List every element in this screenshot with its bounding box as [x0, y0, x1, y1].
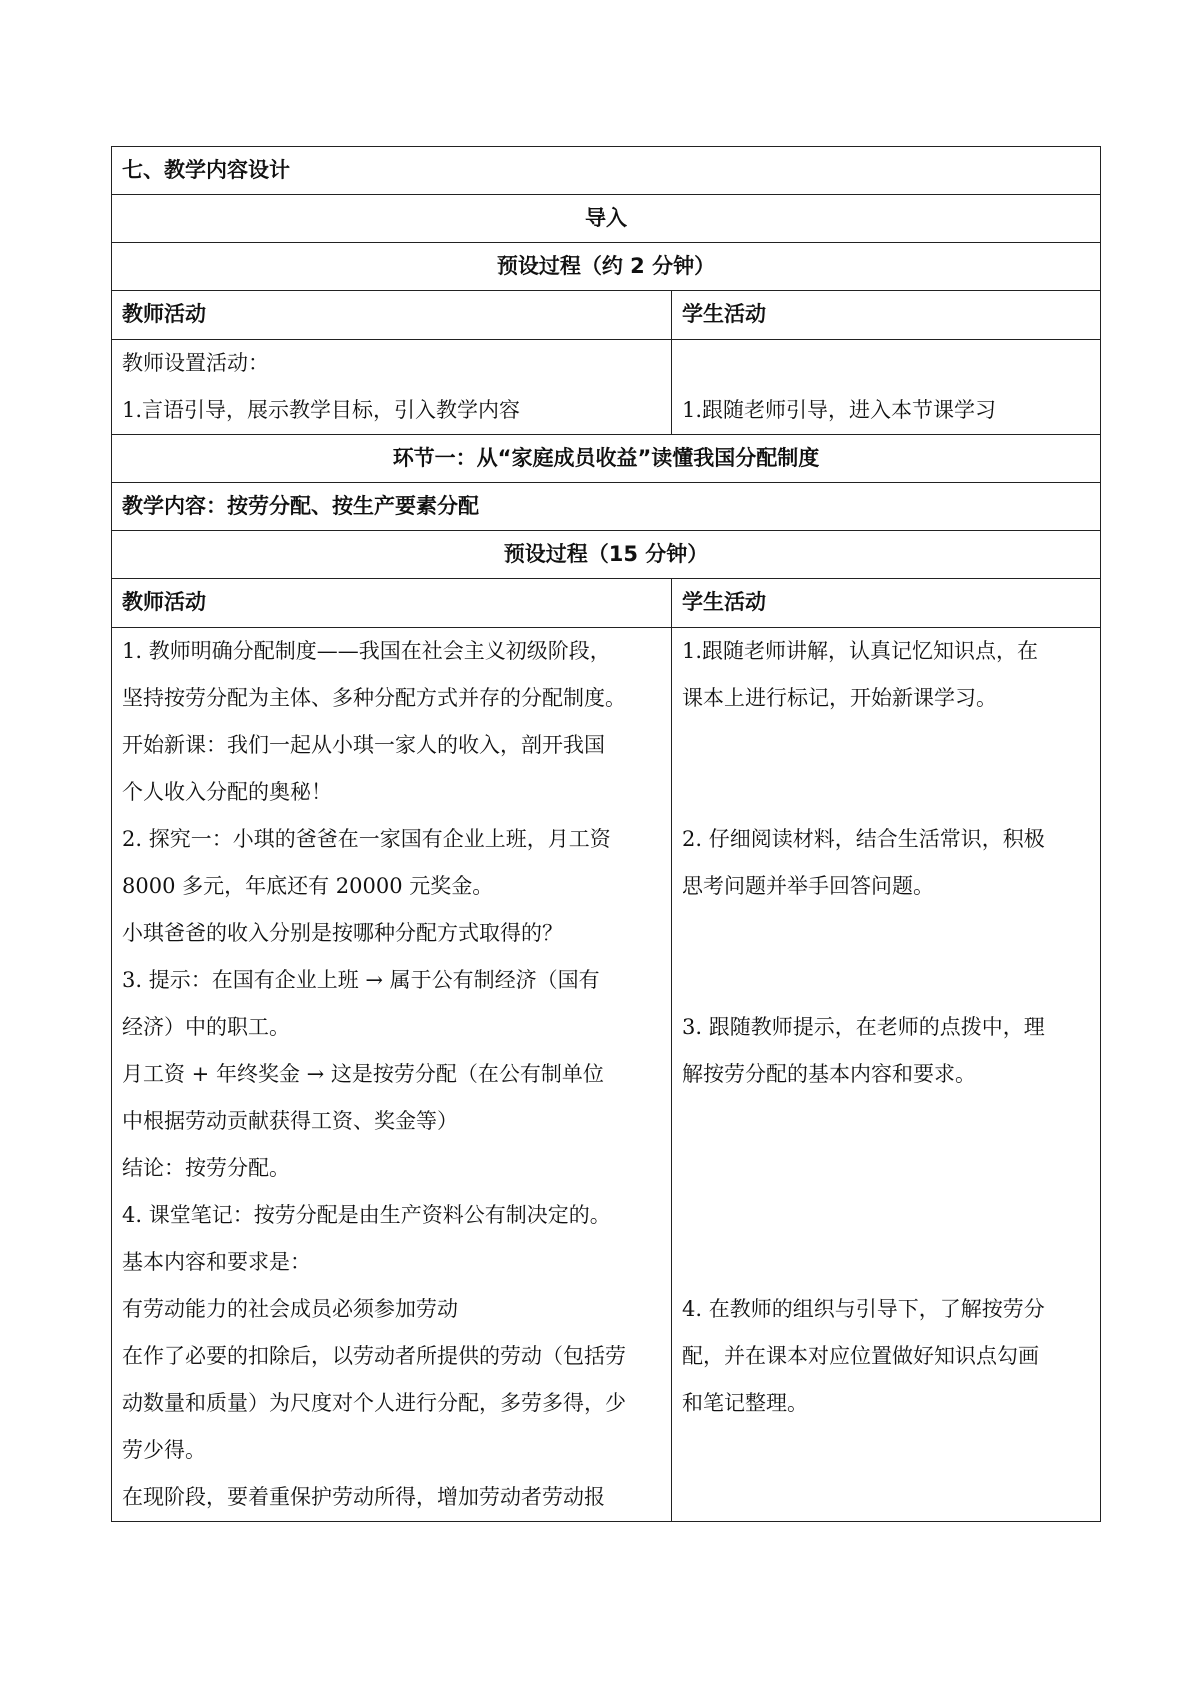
student-line: 1.跟随老师讲解，认真记忆知识点，在: [682, 639, 1039, 663]
intro-student-cell: [672, 340, 1101, 435]
segment1-teacher-cell: [112, 628, 672, 1522]
student-activity-header: 学生活动: [672, 579, 1101, 628]
student-line: 课本上进行标记，开始新课学习。: [682, 686, 997, 710]
teacher-line: 3. 提示：在国有企业上班 → 属于公有制经济（国有: [122, 968, 600, 992]
student-line: 思考问题并举手回答问题。: [682, 874, 934, 898]
intro-teacher-line: 教师设置活动：: [122, 351, 269, 375]
teacher-line: 月工资 + 年终奖金 → 这是按劳分配（在公有制单位: [122, 1062, 604, 1086]
segment1-student-cell: [672, 628, 1101, 1522]
teacher-line: 开始新课：我们一起从小琪一家人的收入，剖开我国: [122, 733, 605, 757]
teacher-line: 基本内容和要求是：: [122, 1250, 311, 1274]
intro-teacher-line: 1.言语引导，展示教学目标，引入教学内容: [122, 398, 521, 422]
intro-teacher-cell: [112, 340, 672, 435]
teacher-line: 在作了必要的扣除后，以劳动者所提供的劳动（包括劳: [122, 1344, 626, 1368]
teacher-line: 劳少得。: [122, 1438, 206, 1462]
teacher-activity-header: 教师活动: [112, 579, 672, 628]
intro-student-line: 1.跟随老师引导，进入本节课学习: [682, 398, 997, 422]
teacher-line: 结论：按劳分配。: [122, 1156, 290, 1180]
teacher-line: 在现阶段，要着重保护劳动所得，增加劳动者劳动报: [122, 1485, 605, 1509]
student-line: 配，并在课本对应位置做好知识点勾画: [682, 1344, 1039, 1368]
segment1-process: 预设过程（15 分钟）: [112, 531, 1101, 579]
teacher-line: 2. 探究一：小琪的爸爸在一家国有企业上班，月工资: [122, 827, 611, 851]
student-line: 4. 在教师的组织与引导下，了解按劳分: [682, 1297, 1045, 1321]
student-line: 3. 跟随教师提示，在老师的点拨中，理: [682, 1015, 1045, 1039]
teacher-line: 中根据劳动贡献获得工资、奖金等）: [122, 1109, 458, 1133]
teacher-activity-header: 教师活动: [112, 291, 672, 340]
segment1-title: 环节一：从“家庭成员收益”读懂我国分配制度: [112, 435, 1101, 483]
teacher-line: 坚持按劳分配为主体、多种分配方式并存的分配制度。: [122, 686, 626, 710]
section-title: 七、教学内容设计: [112, 147, 1101, 195]
teacher-line: 有劳动能力的社会成员必须参加劳动: [122, 1297, 458, 1321]
student-activity-header: 学生活动: [672, 291, 1101, 340]
teacher-line: 动数量和质量）为尺度对个人进行分配，多劳多得，少: [122, 1391, 626, 1415]
lesson-design-table: [111, 146, 1101, 1522]
student-line: 2. 仔细阅读材料，结合生活常识，积极: [682, 827, 1045, 851]
student-line: 和笔记整理。: [682, 1391, 808, 1415]
student-line: 解按劳分配的基本内容和要求。: [682, 1062, 976, 1086]
teacher-line: 8000 多元，年底还有 20000 元奖金。: [122, 874, 494, 898]
teacher-line: 经济）中的职工。: [122, 1015, 290, 1039]
segment1-content: 教学内容：按劳分配、按生产要素分配: [112, 483, 1101, 531]
teacher-line: 4. 课堂笔记：按劳分配是由生产资料公有制决定的。: [122, 1203, 611, 1227]
teacher-line: 个人收入分配的奥秘！: [122, 780, 332, 804]
teacher-line: 小琪爸爸的收入分别是按哪种分配方式取得的？: [122, 921, 563, 945]
intro-title: 导入: [112, 195, 1101, 243]
intro-process: 预设过程（约 2 分钟）: [112, 243, 1101, 291]
teacher-line: 1. 教师明确分配制度——我国在社会主义初级阶段，: [122, 639, 611, 663]
